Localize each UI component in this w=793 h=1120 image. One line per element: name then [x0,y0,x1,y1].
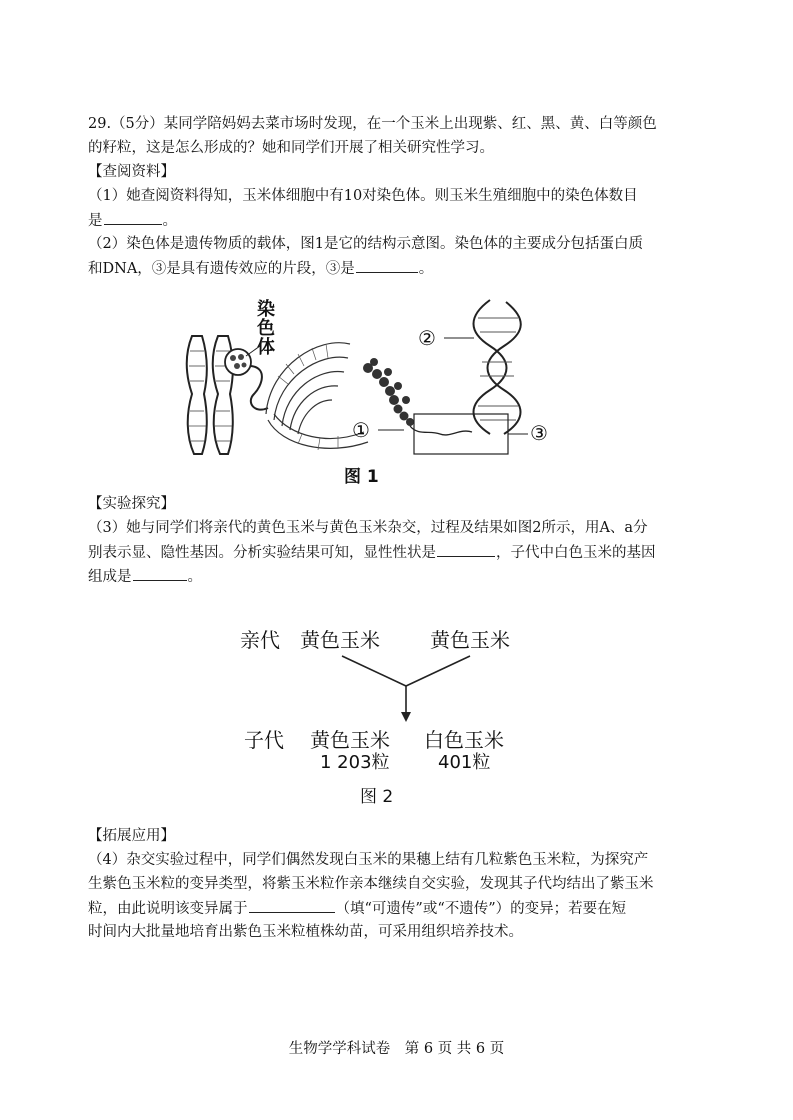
question-1-line-2 [88,210,177,231]
figure-2-cross-diagram [230,620,560,810]
cross-arrow-lines [230,620,560,810]
answer-blank-3[interactable] [437,542,495,557]
q3-text-before-blank-2: 组成是 [88,569,132,585]
q1-text-after-blank: 。 [162,213,177,229]
question-1-line-1: （1）她查阅资料得知，玉米体细胞中有10对染色体。则玉米生殖细胞中的染色体数目 [88,188,638,204]
q3-text-after-blank-2: 。 [187,569,202,585]
q2-text-after-blank: 。 [418,261,434,277]
q1-text-before-blank: 是 [88,213,103,229]
question-2-line-1: （2）染色体是遗传物质的载体，图1是它的结构示意图。染色体的主要成分包括蛋白质 [88,236,643,252]
question-4-line-2: 生紫色玉米粒的变异类型，将紫玉米粒作亲本继续自交实验，发现其子代均结出了紫玉米 [88,876,654,892]
parent-a-label: 黄色玉米 [300,628,380,652]
marker-1: ① [352,418,370,442]
question-3-line-2 [88,542,656,563]
question-line-1: 29.（5分）某同学陪妈妈去菜市场时发现，在一个玉米上出现紫、红、黑、黄、白等颜色 [88,116,657,132]
section-heading-experiment: 【实验探究】 [88,496,175,512]
section-heading-research: 【查阅资料】 [88,164,175,180]
offspring-b-count: 401粒 [438,752,491,773]
question-2-line-2 [88,258,433,279]
q4-text-before-blank: 粒，由此说明该变异属于 [88,901,248,917]
answer-blank-1[interactable] [104,210,162,225]
figure-2-caption: 图 2 [360,787,394,807]
figure-1-chromosome-diagram [178,296,558,486]
offspring-generation-label: 子代 [244,728,284,752]
offspring-a-label: 黄色玉米 [310,728,390,752]
chromosome-label: 染 色 体 [257,299,275,358]
question-4-line-1: （4）杂交实验过程中，同学们偶然发现白玉米的果穗上结有几粒紫色玉米粒，为探究产 [88,852,649,868]
question-3-line-3 [88,566,202,587]
page-footer: 生物学学科试卷 第 6 页 共 6 页 [288,1041,505,1057]
marker-3: ③ [530,421,548,445]
q3-text-before-blank: 别表示显、隐性基因。分析实验结果可知，显性性状是 [88,545,436,561]
answer-blank-5[interactable] [249,898,335,913]
section-heading-application: 【拓展应用】 [88,828,175,844]
parent-generation-label: 亲代 [240,628,280,652]
q2-text-before-blank: 和DNA，③是具有遗传效应的片段，③是 [88,261,355,277]
question-line-2: 的籽粒，这是怎么形成的？她和同学们开展了相关研究性学习。 [88,140,494,156]
answer-blank-4[interactable] [133,566,187,581]
q4-text-after-blank: （填“可遗传”或“不遗传”）的变异；若要在短 [335,901,627,917]
figure-1-caption: 图 1 [344,467,379,487]
answer-blank-2[interactable] [356,258,418,273]
chromosome-structure-illustration [178,296,558,486]
parent-b-label: 黄色玉米 [430,628,510,652]
marker-2: ② [418,326,436,350]
offspring-b-label: 白色玉米 [424,728,504,752]
question-4-line-4: 时间内大批量地培育出紫色玉米粒植株幼苗，可采用组织培养技术。 [88,924,523,940]
question-4-line-3 [88,898,626,919]
offspring-a-count: 1 203粒 [320,752,390,773]
q3-text-mid: ，子代中白色玉米的基因 [496,545,656,561]
question-3-line-1: （3）她与同学们将亲代的黄色玉米与黄色玉米杂交，过程及结果如图2所示，用A、a分 [88,520,648,536]
